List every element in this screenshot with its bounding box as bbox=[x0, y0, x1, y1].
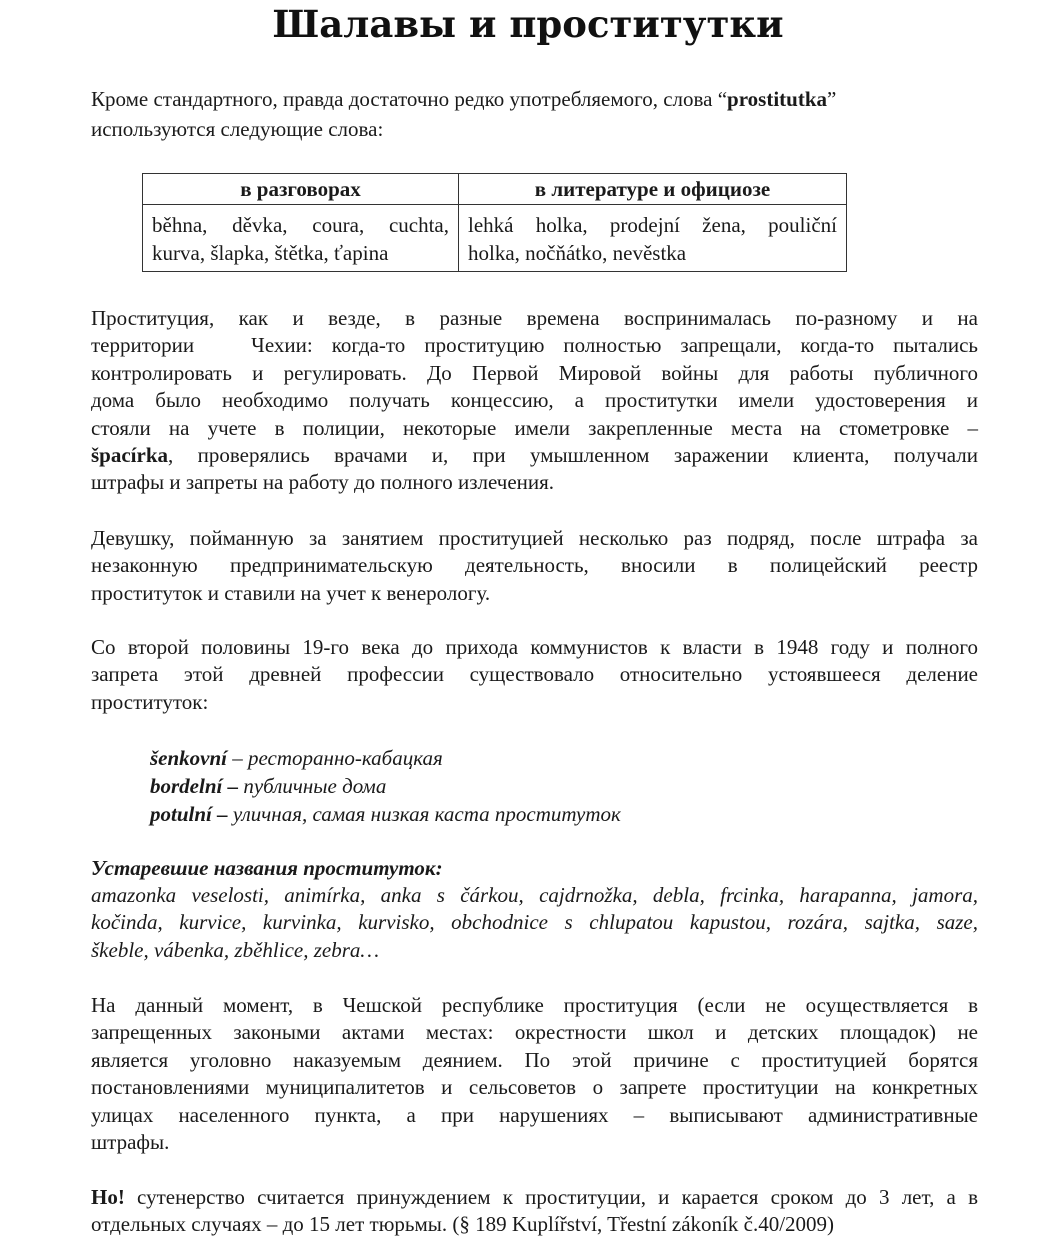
bold-note: Но! bbox=[91, 1185, 125, 1209]
pimping-paragraph bbox=[91, 1184, 978, 1239]
text-line: špacírka, проверялись врачами и, при умышленном заражении клиента, получали bbox=[91, 443, 978, 468]
terms-table bbox=[142, 173, 847, 272]
type-item: bordelní – публичные дома bbox=[150, 774, 387, 798]
terms-table-row bbox=[143, 205, 847, 272]
text-line: стояли на учете в полиции, некоторые имели закрепленные места на стометровке – bbox=[91, 415, 978, 440]
text-line: отдельных случаях – до 15 лет тюрьмы. (§ 189 Kuplířství, Třestní zákoník č.40/2009) bbox=[91, 1212, 835, 1237]
type-item: šenkovní – ресторанно-кабацкая bbox=[150, 746, 443, 770]
text-line: kočinda, kurvice, kurvinka, kurvisko, obchodnice s chlupatou kapustou, rozára, sajtka, saze, bbox=[91, 910, 978, 935]
bold-term-spacirka: špacírka bbox=[91, 443, 169, 468]
cell-colloquial-terms bbox=[143, 205, 459, 272]
old-names-list bbox=[91, 882, 978, 964]
terms-table-header-row bbox=[143, 174, 847, 205]
text-line: Девушку, пойманную за занятием проституцией несколько раз подряд, после штрафа за bbox=[91, 526, 978, 550]
text-line: проституток: bbox=[91, 689, 209, 714]
text-line: штрафы и запреты на работу до полного излечения. bbox=[91, 470, 555, 495]
text-line: постановлениями муниципалитетов и сельсоветов о запрете проституции на конкретных bbox=[91, 1075, 978, 1100]
current-law-paragraph bbox=[91, 992, 978, 1156]
intro-line-2: используются следующие слова: bbox=[91, 117, 384, 141]
history-paragraph bbox=[91, 305, 978, 497]
cell-line: holka, nočňátko, nevěstka bbox=[468, 241, 687, 265]
text-line: контролировать и регулировать. До Первой Мировой войны для работы публичного bbox=[91, 360, 978, 385]
division-paragraph bbox=[91, 634, 978, 716]
text-line: территории Чехии: когда-то проституцию полностью запрещали, когда-то пытались bbox=[91, 333, 978, 358]
header-colloquial: в разговорах bbox=[143, 174, 459, 205]
cell-line: lehká holka, prodejní žena, pouliční bbox=[468, 213, 837, 237]
text-line: запрещенных закоными актами местах: окрестности школ и детских площадок) не bbox=[91, 1020, 978, 1045]
cell-line: kurva, šlapka, štětka, ťapina bbox=[152, 241, 389, 265]
intro-bold-term: prostitutka bbox=[727, 87, 827, 111]
text-line: Проституция, как и везде, в разные времена воспринималась по-разному и на bbox=[91, 306, 978, 330]
text-line: улицах населенного пункта, а при нарушениях – выписывают административные bbox=[91, 1102, 978, 1127]
cell-line: běhna, děvka, coura, cuchta, bbox=[152, 213, 449, 237]
type-item: potulní – уличная, самая низкая каста проституток bbox=[150, 802, 621, 826]
text-line: На данный момент, в Чешской республике проституция (если не осуществляется в bbox=[91, 993, 978, 1017]
registry-paragraph bbox=[91, 525, 978, 607]
prostitute-types-list bbox=[150, 744, 621, 828]
text-line: amazonka veselosti, animírka, anka s čárkou, cajdrnožka, debla, frcinka, harapanna, jamora, bbox=[91, 883, 978, 907]
cell-literary-terms bbox=[459, 205, 847, 272]
text-line: запрета этой древней профессии существовало относительно устоявшееся деление bbox=[91, 662, 978, 687]
header-literary: в литературе и официозе bbox=[459, 174, 847, 205]
text-line: проституток и ставили на учет к венерологу. bbox=[91, 580, 491, 605]
text-line: дома было необходимо получать концессию, а проститутки имели удостоверения и bbox=[91, 388, 978, 413]
text-line: Со второй половины 19-го века до прихода коммунистов к власти в 1948 году и полного bbox=[91, 635, 978, 659]
text-line: является уголовно наказуемым деянием. По этой причине с проституцией борятся bbox=[91, 1047, 978, 1072]
text-line: штрафы. bbox=[91, 1130, 170, 1155]
text-line: Но! сутенерство считается принуждением к проституции, и карается сроком до 3 лет, а в bbox=[91, 1185, 978, 1209]
old-names-heading: Устаревшие названия проституток: bbox=[91, 856, 443, 880]
page-title: Шалавы и проститутки bbox=[272, 2, 784, 46]
text-line: škeble, vábenka, zběhlice, zebra… bbox=[91, 937, 380, 962]
intro-paragraph bbox=[91, 84, 978, 144]
intro-line-1: Кроме стандартного, правда достаточно редко употребляемого, слова “prostitutka” bbox=[91, 87, 837, 111]
text-line: незаконную предпринимательскую деятельность, вносили в полицейский реестр bbox=[91, 553, 978, 578]
